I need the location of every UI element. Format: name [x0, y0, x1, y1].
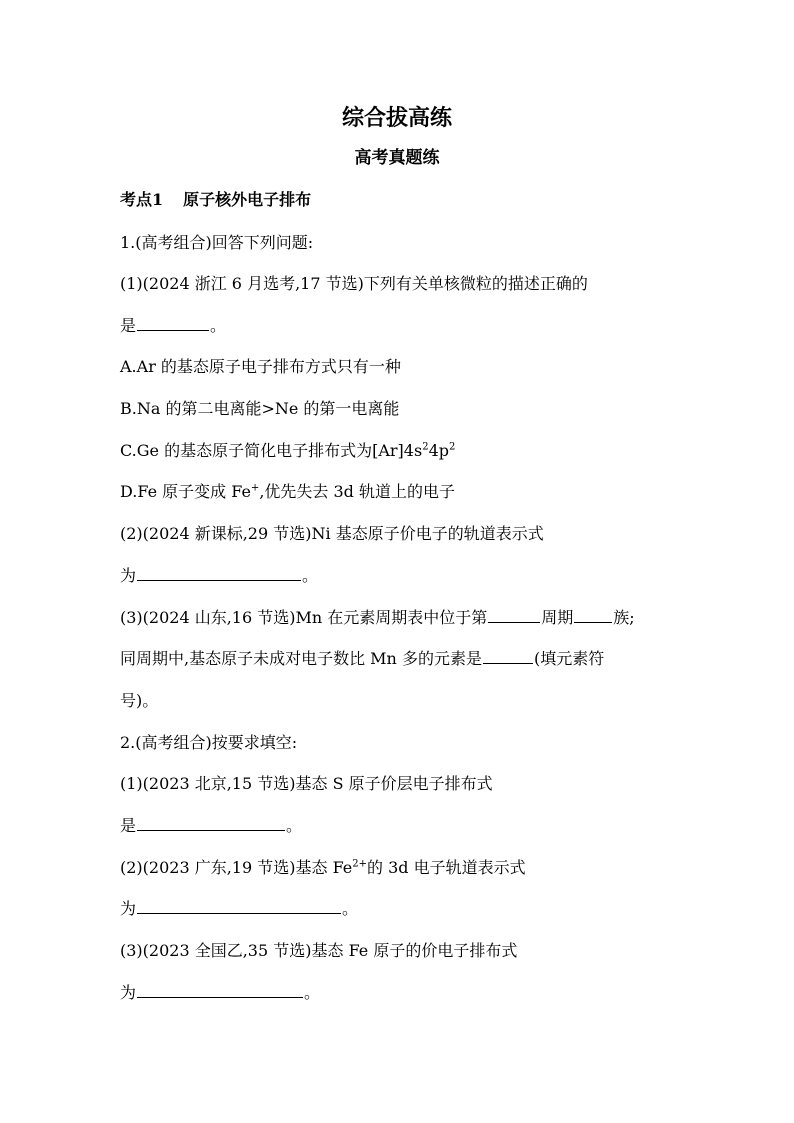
- section-label: 考点1: [120, 190, 164, 209]
- section-heading: [120, 189, 311, 211]
- question-2-part-1: (1)(2023 北京,15 节选)基态 S 原子价层电子排布式: [120, 774, 493, 793]
- question-1-part-1: (1)(2024 浙江 6 月选考,17 节选)下列有关单核微粒的描述正确的: [120, 274, 588, 293]
- answer-blank[interactable]: [137, 815, 285, 831]
- answer-blank[interactable]: [137, 898, 341, 914]
- page-title: 综合拔高练: [341, 105, 452, 131]
- question-2-stem: 2.(高考组合)按要求填空:: [120, 733, 298, 752]
- option-b: B.Na 的第二电离能>Ne 的第一电离能: [120, 399, 400, 418]
- page-subtitle: 高考真题练: [354, 148, 440, 168]
- option-d: D.Fe 原子变成 Fe+,优先失去 3d 轨道上的电子: [120, 482, 455, 501]
- question-2-part-1-answer-line: 是 。: [120, 816, 303, 835]
- question-2-part-2: (2)(2023 广东,19 节选)基态 $Fe^{2+}$的 3d 电子轨道表示式: [120, 858, 526, 877]
- option-a: A.Ar 的基态原子电子排布方式只有一种: [120, 357, 401, 376]
- question-2-part-2-answer-line: 为 。: [120, 899, 359, 918]
- question-1-part-3-line-2: 同周期中,基态原子未成对电子数比 Mn 多的元素是 (填元素符: [120, 649, 605, 668]
- answer-blank[interactable]: [483, 648, 533, 664]
- question-2-part-3-answer-line: 为 。: [120, 983, 321, 1002]
- answer-blank[interactable]: [574, 607, 612, 623]
- answer-blank[interactable]: [137, 315, 209, 331]
- question-1-part-3: (3)(2024 山东,16 节选)Mn 在元素周期表中位于第 周期 族;: [120, 608, 635, 627]
- answer-blank[interactable]: [137, 982, 303, 998]
- answer-blank[interactable]: [488, 607, 540, 623]
- question-2-part-3: (3)(2023 全国乙,35 节选)基态 Fe 原子的价电子排布式: [120, 941, 518, 960]
- question-1-part-1-answer-line: 是 。: [120, 316, 227, 335]
- answer-blank[interactable]: [137, 565, 301, 581]
- question-1-stem: 1.(高考组合)回答下列问题:: [120, 233, 314, 252]
- option-c: C.Ge 的基态原子简化电子排布式为$[Ar]4s^24p^2$: [120, 441, 456, 460]
- question-1-part-3-line-3: 号)。: [120, 691, 159, 710]
- section-name: 原子核外电子排布: [183, 190, 312, 209]
- question-1-part-2: (2)(2024 新课标,29 节选)Ni 基态原子价电子的轨道表示式: [120, 524, 544, 543]
- question-1-part-2-answer-line: 为 。: [120, 566, 319, 585]
